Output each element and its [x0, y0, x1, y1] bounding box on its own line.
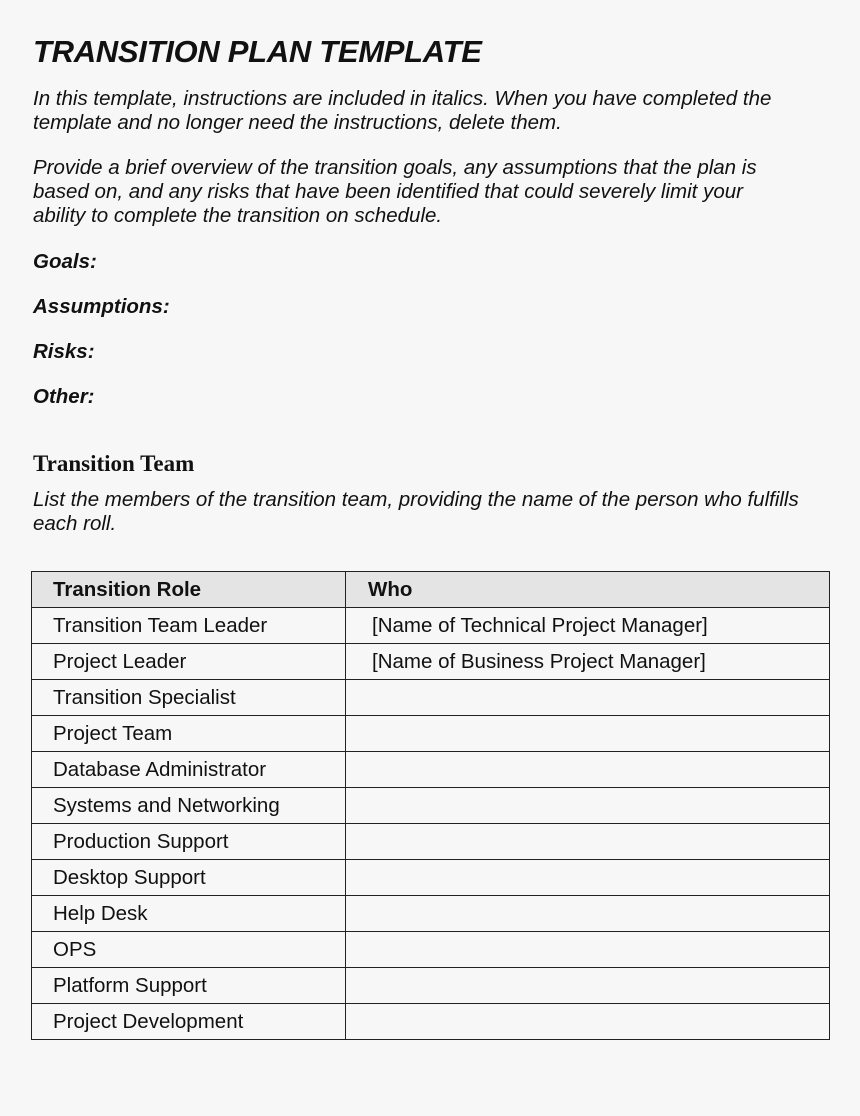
table-row — [32, 932, 830, 968]
instructions-paragraph: In this template, instructions are included in italics. When you have completed the template and no longer need the instructions, delete them. — [33, 87, 772, 134]
overview-paragraph: Provide a brief overview of the transition goals, any assumptions that the plan is based on, and any risks that have been identified that could severely limit your ability to complete the transition on schedule. — [33, 156, 757, 227]
table-row — [32, 644, 830, 680]
team-description: List the members of the transition team, providing the name of the person who fulfills each roll. — [33, 488, 799, 535]
role-cell: Project Leader — [32, 644, 346, 680]
table-row — [32, 896, 830, 932]
table-row — [32, 860, 830, 896]
role-cell: Platform Support — [32, 968, 346, 1004]
goals-label: Goals: — [33, 250, 97, 273]
who-cell[interactable] — [346, 824, 830, 860]
who-cell[interactable] — [346, 896, 830, 932]
table-row — [32, 1004, 830, 1040]
table-row — [32, 788, 830, 824]
risks-label: Risks: — [33, 340, 95, 363]
who-cell[interactable] — [346, 788, 830, 824]
table-header-row — [32, 572, 830, 608]
who-cell[interactable] — [346, 1004, 830, 1040]
who-cell[interactable]: [Name of Technical Project Manager] — [346, 608, 830, 644]
role-cell: Desktop Support — [32, 860, 346, 896]
document-title: TRANSITION PLAN TEMPLATE — [33, 34, 482, 69]
role-cell: Systems and Networking — [32, 788, 346, 824]
role-cell: Help Desk — [32, 896, 346, 932]
assumptions-label: Assumptions: — [33, 295, 170, 318]
table-row — [32, 608, 830, 644]
role-cell: Database Administrator — [32, 752, 346, 788]
who-cell[interactable]: [Name of Business Project Manager] — [346, 644, 830, 680]
header-who: Who — [346, 572, 830, 608]
transition-team-heading: Transition Team — [33, 451, 195, 476]
role-cell: Transition Specialist — [32, 680, 346, 716]
who-cell[interactable] — [346, 680, 830, 716]
table-row — [32, 680, 830, 716]
transition-team-table — [31, 571, 830, 1040]
other-label: Other: — [33, 385, 95, 408]
who-cell[interactable] — [346, 932, 830, 968]
who-cell[interactable] — [346, 752, 830, 788]
role-cell: Project Development — [32, 1004, 346, 1040]
who-cell[interactable] — [346, 860, 830, 896]
header-transition-role: Transition Role — [32, 572, 346, 608]
role-cell: OPS — [32, 932, 346, 968]
who-cell[interactable] — [346, 716, 830, 752]
table-row — [32, 824, 830, 860]
table-row — [32, 752, 830, 788]
table-row — [32, 716, 830, 752]
role-cell: Project Team — [32, 716, 346, 752]
role-cell: Production Support — [32, 824, 346, 860]
role-cell: Transition Team Leader — [32, 608, 346, 644]
who-cell[interactable] — [346, 968, 830, 1004]
table-row — [32, 968, 830, 1004]
